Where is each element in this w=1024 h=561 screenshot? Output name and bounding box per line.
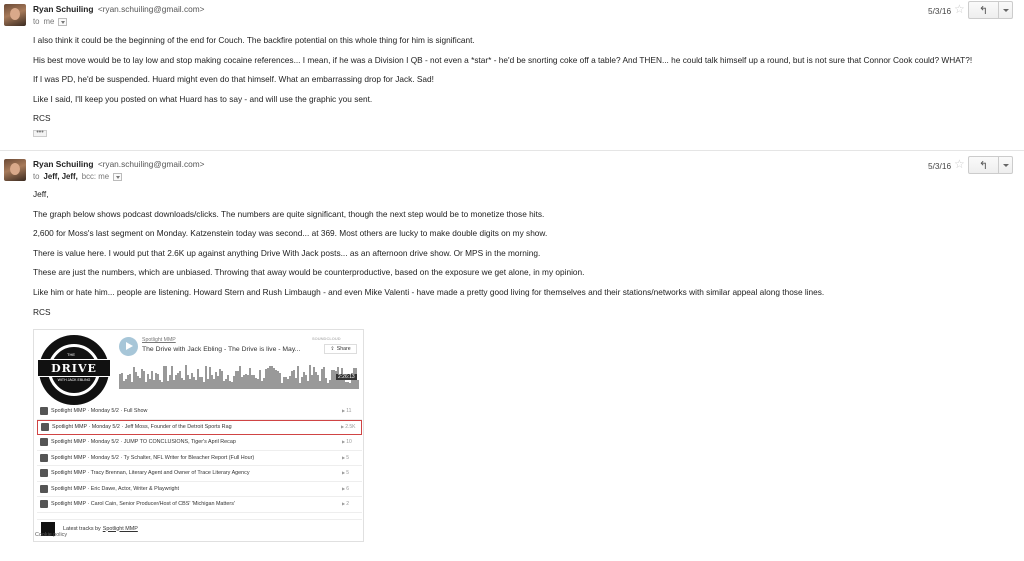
track-thumbnail: [40, 500, 48, 508]
reply-button-group: [968, 1, 1013, 19]
body-paragraph: There is value here. I would put that 2.6K up against anything Drive With Jack posts... as an afternoon drive show. Or MPS in the morning.: [33, 247, 541, 258]
track-name: Spotlight MMP · Monday 5/2 · Ty Schalter, NFL Writer for Bleacher Report (Full Hour): [51, 454, 255, 461]
podcast-artwork[interactable]: [37, 333, 111, 407]
play-count: ▶ 2.5K: [341, 424, 361, 430]
greeting: Jeff,: [33, 189, 49, 199]
show-details-dropdown-icon[interactable]: [113, 173, 122, 181]
more-options-button[interactable]: [999, 156, 1013, 174]
track-list-item[interactable]: [37, 451, 362, 467]
footer-user-link[interactable]: Spotlight MMP: [102, 525, 138, 532]
track-list-item-highlighted[interactable]: [37, 420, 362, 436]
body-paragraph: 2,600 for Moss's last segment on Monday. Katzenstein today was second... at 369. Most others are lucky to make double digits on my show.: [33, 228, 548, 239]
play-count: ▶ 10: [342, 439, 362, 445]
message-header: [33, 4, 204, 26]
footer-prefix: Latest tracks by: [63, 525, 101, 532]
track-list-item[interactable]: [37, 497, 362, 513]
to-label: to: [33, 17, 40, 26]
sender-avatar[interactable]: [4, 4, 26, 26]
message-date: 5/3/16: [928, 6, 952, 16]
body-paragraph: Like him or hate him... people are listening. Howard Stern and Rush Limbaugh - and even Mike Valenti - have made a pretty good living for themselves and their stations/networks with similar appeal along those lines.: [33, 286, 825, 297]
track-name: Spotlight MMP · Monday 5/2 · JUMP TO CONCLUSIONS, Tiger's April Recap: [51, 439, 236, 446]
body-paragraph: These are just the numbers, which are unbiased. Throwing that away would be counterproductive, based on the exposure we get alone, in my opinion.: [33, 267, 585, 278]
artwork-subtitle: WITH JACK EBLING: [57, 378, 91, 382]
widget-track-title[interactable]: The Drive with Jack Ebling - The Drive is live - May...: [142, 346, 301, 353]
waveform-bar: [357, 380, 359, 389]
message-header: [33, 159, 204, 181]
recipients-line: [33, 172, 204, 181]
widget-user-link[interactable]: Spotlight MMP: [142, 337, 176, 343]
share-button[interactable]: [324, 344, 357, 354]
soundcloud-logo: SOUNDCLOUD: [312, 336, 341, 341]
track-thumbnail: [40, 469, 48, 477]
track-thumbnail: [40, 438, 48, 446]
sender-name[interactable]: Ryan Schuiling: [33, 159, 94, 169]
track-name: Spotlight MMP · Monday 5/2 · Jeff Moss, Founder of the Detroit Sports Rag: [52, 424, 232, 431]
track-list-item[interactable]: [37, 482, 362, 498]
message-body: [33, 35, 1013, 137]
signature: RCS: [33, 113, 51, 124]
track-thumbnail: [40, 407, 48, 415]
more-options-button[interactable]: [999, 1, 1013, 19]
email-message-2: [0, 150, 1024, 561]
show-details-dropdown-icon[interactable]: [58, 18, 67, 26]
play-count: ▶ 11: [342, 408, 362, 414]
track-list: [37, 404, 362, 513]
track-list-item[interactable]: [37, 435, 362, 451]
message-body: [33, 189, 1013, 326]
signature: RCS: [33, 306, 51, 317]
track-thumbnail: [41, 423, 49, 431]
play-button[interactable]: [119, 337, 138, 356]
track-thumbnail: [40, 485, 48, 493]
show-trimmed-content-button[interactable]: •••: [33, 130, 47, 137]
recipients-line: [33, 17, 204, 26]
soundcloud-widget: [33, 329, 364, 542]
track-name: Spotlight MMP · Carol Cain, Senior Producer/Host of CBS' 'Michigan Matters': [51, 501, 235, 508]
reply-button-group: [968, 156, 1013, 174]
body-paragraph: The graph below shows podcast downloads/clicks. The numbers are quite significant, though the next step would be to monetize those hits.: [33, 208, 545, 219]
track-duration: 2:26:13: [338, 374, 355, 380]
body-paragraph: I also think it could be the beginning of the end for Couch. The backfire potential on this whole thing for him is significant.: [33, 35, 475, 45]
star-icon[interactable]: ☆: [954, 2, 965, 16]
to-label: to: [33, 172, 40, 181]
play-count: ▶ 5: [342, 470, 362, 476]
bcc-recipients: bcc: me: [81, 172, 110, 181]
sender-email: <ryan.schuiling@gmail.com>: [97, 159, 205, 169]
body-paragraph: Like I said, I'll keep you posted on what Huard has to say - and will use the graphic you sent.: [33, 93, 373, 104]
play-count: ▶ 6: [342, 486, 362, 492]
sender-avatar[interactable]: [4, 159, 26, 181]
sender-name[interactable]: Ryan Schuiling: [33, 4, 94, 14]
reply-arrow-icon: ↰: [978, 159, 989, 172]
chevron-down-icon: [1003, 164, 1009, 167]
message-date: 5/3/16: [928, 161, 952, 171]
track-name: Spotlight MMP · Monday 5/2 · Full Show: [51, 408, 148, 415]
body-paragraph: If I was PD, he'd be suspended. Huard might even do that himself. What an embarrassing drop for Jack. Sad!: [33, 74, 434, 85]
track-list-item[interactable]: [37, 404, 362, 420]
artwork-the: THE: [67, 352, 75, 357]
chevron-down-icon: [1003, 9, 1009, 12]
artwork-title: DRIVE: [51, 361, 97, 375]
reply-button[interactable]: [968, 1, 999, 19]
star-icon[interactable]: ☆: [954, 157, 965, 171]
cookie-policy-link[interactable]: Cookie policy: [35, 532, 68, 538]
reply-button[interactable]: [968, 156, 999, 174]
share-icon: ⇪: [330, 346, 335, 352]
email-message-1: [0, 0, 1024, 146]
play-count: ▶ 2: [342, 501, 362, 507]
track-name: Spotlight MMP · Eric Dawe, Actor, Writer & Playwright: [51, 485, 180, 492]
sender-email: <ryan.schuiling@gmail.com>: [97, 4, 205, 14]
body-paragraph: His best move would be to lay low and stop making cocaine references... I mean, if he was a Division I QB - not even a *star* - he'd be snorting coke off a table? And THEN... he could talk himself up a round, but is not sure that Connor Cook could? WHAT?!: [33, 54, 973, 65]
artwork-band: [37, 359, 111, 377]
track-thumbnail: [40, 454, 48, 462]
share-label: Share: [336, 346, 351, 352]
track-list-item[interactable]: [37, 466, 362, 482]
widget-footer: [37, 519, 362, 537]
to-recipients: Jeff, Jeff,: [43, 172, 78, 181]
reply-arrow-icon: ↰: [978, 4, 989, 17]
track-name: Spotlight MMP · Tracy Brennan, Literary Agent and Owner of Trace Literary Agency: [51, 470, 250, 477]
waveform[interactable]: [119, 363, 358, 389]
to-recipients: me: [43, 17, 55, 26]
play-count: ▶ 5: [342, 455, 362, 461]
